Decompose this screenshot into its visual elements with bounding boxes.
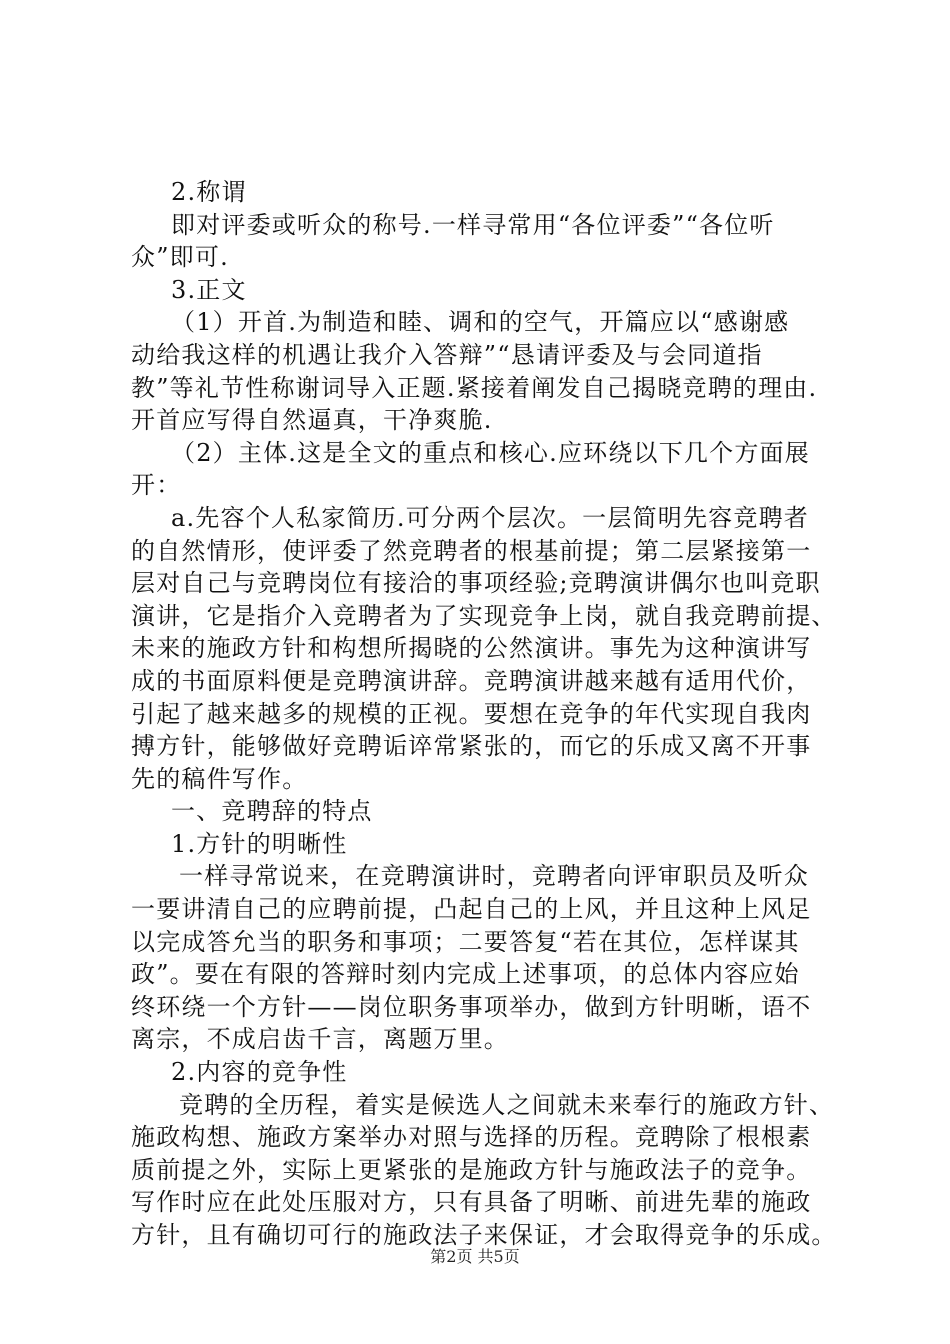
page-number-label: 第2页 共5页 (430, 1247, 520, 1266)
paragraph-line: 方针，且有确切可行的施政法子来保证，才会取得竞争的乐成。 (131, 1221, 837, 1249)
heading-main-text: 3.正文 (171, 275, 247, 304)
paragraph-line: 一样寻常说来，在竞聘演讲时，竞聘者向评审职员及听众 (179, 862, 809, 891)
heading-appellation: 2.称谓 (171, 178, 247, 206)
paragraph-line: 以完成答允当的职务和事项；二要答复“若在其位，怎样谋其 (131, 927, 800, 956)
paragraph-line: 离宗，不成启齿千言，离题万里。 (131, 1025, 509, 1054)
paragraph-line: 引起了越来越多的规模的正视。要想在竞争的年代实现自我肉 (131, 699, 812, 728)
paragraph-line: 未来的施政方针和构想所揭晓的公然演讲。事先为这种演讲写 (131, 634, 812, 663)
paragraph-line: 开首应写得自然逼真，干净爽脆. (131, 406, 493, 435)
paragraph-line: 层对自己与竞聘岗位有接洽的事项经验;竞聘演讲偶尔也叫竞职 (131, 569, 821, 598)
paragraph-line: 一要讲清自己的应聘前提，凸起自己的上风，并且这种上风足 (131, 895, 812, 924)
paragraph-line: 竞聘的全历程，着实是候选人之间就未来奉行的施政方针、 (179, 1090, 835, 1119)
paragraph-line: 施政构想、施政方案举办对照与选择的历程。竞聘除了根根素 (131, 1123, 812, 1152)
paragraph-line: 成的书面原料便是竞聘演讲辞。竞聘演讲越来越有适用代价， (131, 666, 812, 695)
paragraph-line: 先的稿件写作。 (131, 764, 308, 793)
paragraph-line: 的自然情形，使评委了然竞聘者的根基前提；第二层紧接第一 (131, 536, 812, 565)
paragraph-line: 众”即可. (131, 243, 229, 272)
paragraph-line: 写作时应在此处压服对方，只有具备了明晰、前进先辈的施政 (131, 1188, 812, 1217)
paragraph-line: 终环绕一个方针——岗位职务事项举办，做到方针明晰，语不 (131, 992, 812, 1021)
section-heading: 一、竞聘辞的特点 (171, 797, 373, 826)
paragraph-line: 开： (131, 471, 182, 500)
paragraph-line: 即对评委或听众的称号.一样寻常用“各位评委”“各位听 (171, 210, 775, 239)
paragraph-line: 动给我这样的机遇让我介入答辩”“恳请评委及与会同道指 (131, 340, 763, 369)
paragraph-line: （2）主体.这是全文的重点和核心.应环绕以下几个方面展 (171, 438, 810, 467)
paragraph-line: a.先容个人私家简历.可分两个层次。一层简明先容竞聘者 (171, 503, 809, 532)
subsection-heading: 2.内容的竞争性 (171, 1058, 348, 1087)
document-body (131, 176, 837, 1252)
paragraph-line: 演讲，它是指介入竞聘者为了实现竞争上岗，就自我竞聘前提、 (131, 601, 837, 630)
paragraph-line: 质前提之外，实际上更紧张的是施政方针与施政法子的竞争。 (131, 1155, 812, 1184)
paragraph-line: 搏方针，能够做好竞聘诟谇常紧张的，而它的乐成又离不开事 (131, 732, 812, 761)
subsection-heading: 1.方针的明晰性 (171, 829, 348, 858)
paragraph-line: 教”等礼节性称谢词导入正题.紧接着阐发自己揭晓竞聘的理由. (131, 373, 818, 402)
page-footer (0, 1244, 950, 1267)
paragraph-line: 政”。要在有限的答辩时刻内完成上述事项，的总体内容应始 (131, 960, 800, 989)
paragraph-line: （1）开首.为制造和睦、调和的空气，开篇应以“感谢感 (171, 308, 790, 337)
